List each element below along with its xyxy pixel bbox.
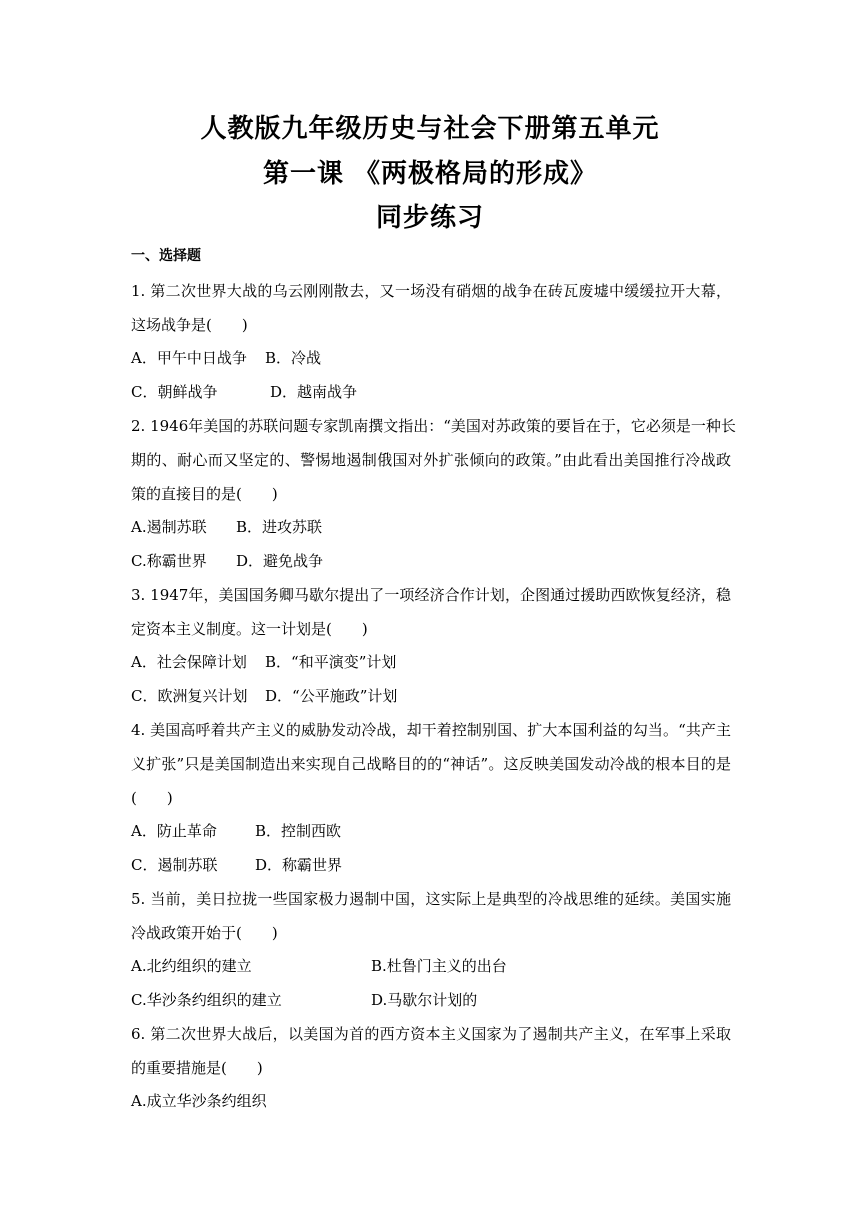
question-5-text: 冷战政策开始于( ) xyxy=(131,924,278,942)
question-2-text: 策的直接目的是( ) xyxy=(131,485,278,503)
question-6-text: 6. 第二次世界大战后，以美国为首的西方资本主义国家为了遏制共产主义，在军事上采取 xyxy=(131,1025,731,1043)
option-b: B．冷战 xyxy=(265,349,322,367)
option-a: A.北约组织的建立 xyxy=(131,957,252,975)
question-4-text: 义扩张”只是美国制造出来实现自己战略目的的“神话”。这反映美国发动冷战的根本目的是 xyxy=(131,755,731,773)
title-line-2: 第一课 《两极格局的形成》 xyxy=(262,159,598,189)
question-4-text: 4. 美国高呼着共产主义的威胁发动冷战，却干着控制别国、扩大本国利益的勾当。“共产主 xyxy=(131,721,731,739)
option-d: D．越南战争 xyxy=(270,383,358,401)
option-b: B.杜鲁门主义的出台 xyxy=(371,957,507,975)
option-b: B．控制西欧 xyxy=(255,822,342,840)
option-b: B．“和平演变”计划 xyxy=(265,653,397,671)
option-d: D.马歇尔计划的 xyxy=(371,991,478,1009)
option-c: C.称霸世界 xyxy=(131,552,207,570)
option-d: D．“公平施政”计划 xyxy=(265,687,398,705)
title-line-3: 同步练习 xyxy=(375,203,484,233)
option-d: D．避免战争 xyxy=(236,552,324,570)
option-a: A．防止革命 xyxy=(131,822,217,840)
question-4-text: ( ) xyxy=(131,789,173,807)
option-c: C．欧洲复兴计划 xyxy=(131,687,248,705)
question-2-text: 期的、耐心而又坚定的、警惕地遏制俄国对外扩张倾向的政策。”由此看出美国推行冷战政 xyxy=(131,451,731,469)
option-c: C．遏制苏联 xyxy=(131,856,218,874)
question-3-text: 3. 1947年，美国国务卿马歇尔提出了一项经济合作计划，企图通过援助西欧恢复经济，稳 xyxy=(131,586,731,604)
question-3-text: 定资本主义制度。这一计划是( ) xyxy=(131,620,368,638)
question-2-text: 2. 1946年美国的苏联问题专家凯南撰文指出：“美国对苏政策的要旨在于，它必须是一种长 xyxy=(131,417,736,435)
option-d: D．称霸世界 xyxy=(255,856,343,874)
question-5-text: 5. 当前，美日拉拢一些国家极力遏制中国，这实际上是典型的冷战思维的延续。美国实施 xyxy=(131,890,731,908)
title-line-1: 人教版九年级历史与社会下册第五单元 xyxy=(200,114,660,144)
option-c: C．朝鲜战争 xyxy=(131,383,218,401)
question-6-text: 的重要措施是( ) xyxy=(131,1059,263,1077)
option-a: A.遏制苏联 xyxy=(131,518,207,536)
option-a: A．甲午中日战争 xyxy=(131,349,247,367)
section-heading: 一、选择题 xyxy=(131,248,201,264)
question-1-text: 1. 第二次世界大战的乌云刚刚散去，又一场没有硝烟的战争在砖瓦废墟中缓缓拉开大幕， xyxy=(131,282,731,300)
option-a: A．社会保障计划 xyxy=(131,653,247,671)
option-b: B．进攻苏联 xyxy=(236,518,323,536)
option-c: C.华沙条约组织的建立 xyxy=(131,991,282,1009)
question-1-text: 这场战争是( ) xyxy=(131,316,248,334)
option-a: A.成立华沙条约组织 xyxy=(131,1092,267,1110)
